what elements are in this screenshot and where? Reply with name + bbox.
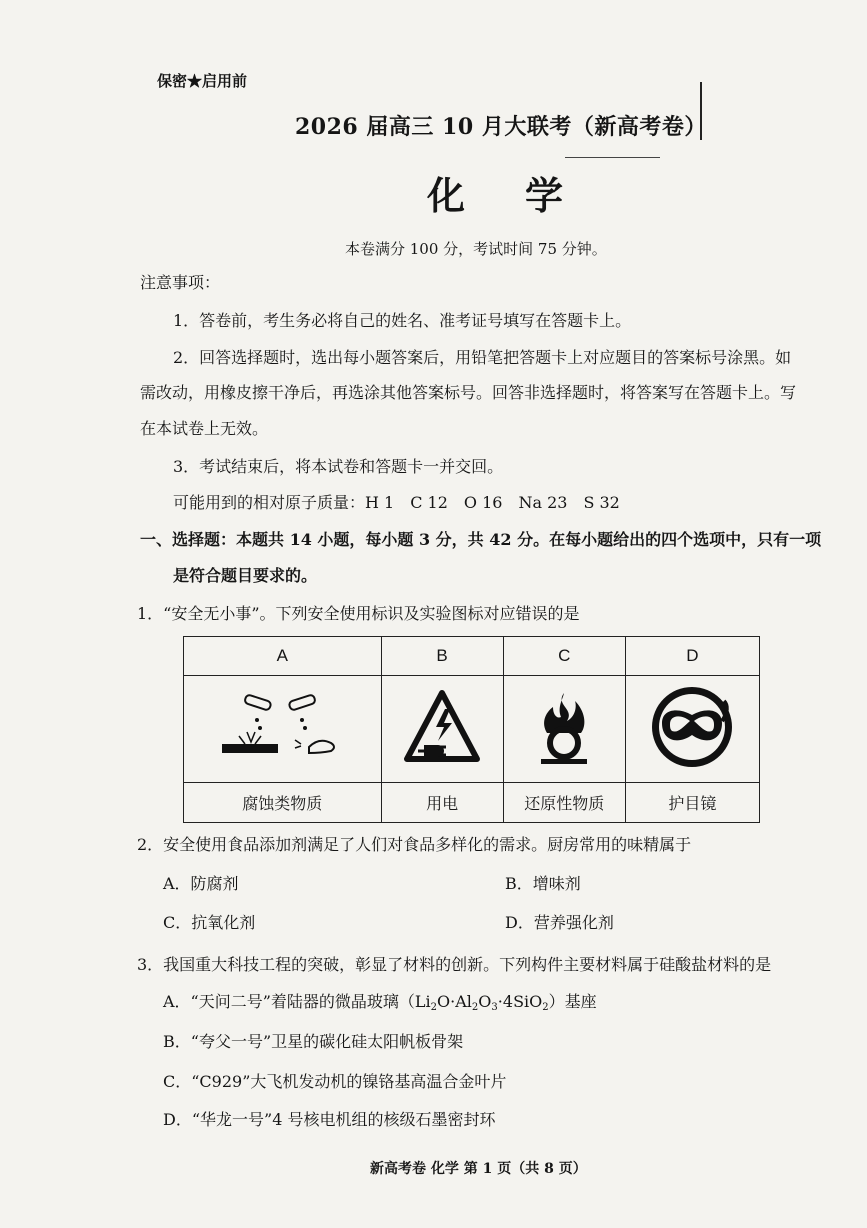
q1-stem: 1．“安全无小事”。下列安全使用标识及实验图标对应错误的是 [137, 604, 580, 623]
q2-option-c: C．抗氧化剂 [163, 913, 256, 932]
q2-option-a: A．防腐剂 [163, 874, 239, 893]
q1-col-d-label: 护目镜 [625, 783, 759, 823]
q3-a-sub-2: 2 [471, 1002, 479, 1013]
q1-col-a-letter: A [184, 637, 382, 676]
q2-option-b: B．增味剂 [505, 874, 581, 893]
notes-title: 注意事项： [140, 273, 221, 292]
corrosive-icon [217, 692, 347, 762]
electricity-icon [402, 687, 482, 767]
q3-a-text-4: ·4SiO [497, 992, 543, 1011]
q3-stem: 3．我国重大科技工程的突破，彰显了材料的创新。下列构件主要材料属于硅酸盐材料的是 [137, 955, 772, 974]
q3-a-text-1: A．“天问二号”着陆器的微晶玻璃（Li [163, 992, 431, 1011]
goggles-icon [648, 683, 736, 771]
q3-a-text-2: O·Al [437, 992, 472, 1011]
q1-col-b-letter: B [381, 637, 503, 676]
oxidizer-flame-icon [529, 687, 599, 767]
q3-option-c: C．“C929”大飞机发动机的镍铬基高温合金叶片 [163, 1072, 507, 1091]
q3-a-sub-3: 3 [491, 1002, 498, 1013]
note-2-line-2: 需改动，用橡皮擦干净后，再选涂其他答案标号。回答非选择题时，将答案写在答题卡上。写 [140, 383, 797, 402]
subject-title: 化学 [427, 173, 624, 218]
score-info: 本卷满分 100 分，考试时间 75 分钟。 [345, 240, 607, 258]
q1-col-c-image [503, 676, 625, 783]
q2-option-d: D．营养强化剂 [505, 913, 614, 932]
q1-col-d-image [625, 676, 759, 783]
page-footer: 新高考卷 化学 第 1 页（共 8 页） [370, 1161, 587, 1177]
decorative-line [565, 157, 660, 158]
note-2-line-3: 在本试卷上无效。 [140, 419, 269, 438]
q3-a-text-5: ）基座 [548, 992, 597, 1011]
q1-col-c-label: 还原性物质 [503, 783, 625, 823]
q1-col-a-image [184, 676, 382, 783]
q1-col-b-label: 用电 [381, 783, 503, 823]
q1-col-b-image [381, 676, 503, 783]
note-1: 1．答卷前，考生务必将自己的姓名、准考证号填写在答题卡上。 [173, 311, 632, 330]
q3-a-sub-1: 2 [430, 1002, 438, 1013]
note-3: 3．考试结束后，将本试卷和答题卡一并交回。 [173, 457, 504, 476]
exam-title: 2026 届高三 10 月大联考（新高考卷） [295, 114, 707, 140]
q3-option-b: B．“夸父一号”卫星的碳化硅太阳帆板骨架 [163, 1032, 464, 1051]
q3-option-d: D．“华龙一号”4 号核电机组的核级石墨密封环 [163, 1110, 496, 1129]
q1-col-c-letter: C [503, 637, 625, 676]
section-1-line-2: 是符合题目要求的。 [173, 566, 318, 585]
q3-a-sub-4: 2 [542, 1002, 549, 1013]
section-1-line-1: 一、选择题：本题共 14 小题，每小题 3 分，共 42 分。在每小题给出的四个选项中，只有一项 [140, 530, 822, 549]
q3-a-text-3: O [478, 992, 492, 1011]
note-2-line-1: 2．回答选择题时，选出每小题答案后，用铅笔把答题卡上对应题目的答案标号涂黑。如 [173, 348, 792, 367]
atomic-mass: 可能用到的相对原子质量：H 1 C 12 O 16 Na 23 S 32 [173, 493, 620, 512]
q1-col-d-letter: D [625, 637, 759, 676]
q3-option-a [163, 992, 597, 1014]
q1-col-a-label: 腐蚀类物质 [184, 783, 382, 823]
q1-table [183, 636, 760, 823]
confidential-mark: 保密★启用前 [157, 72, 248, 90]
q2-stem: 2．安全使用食品添加剂满足了人们对食品多样化的需求。厨房常用的味精属于 [137, 835, 692, 854]
